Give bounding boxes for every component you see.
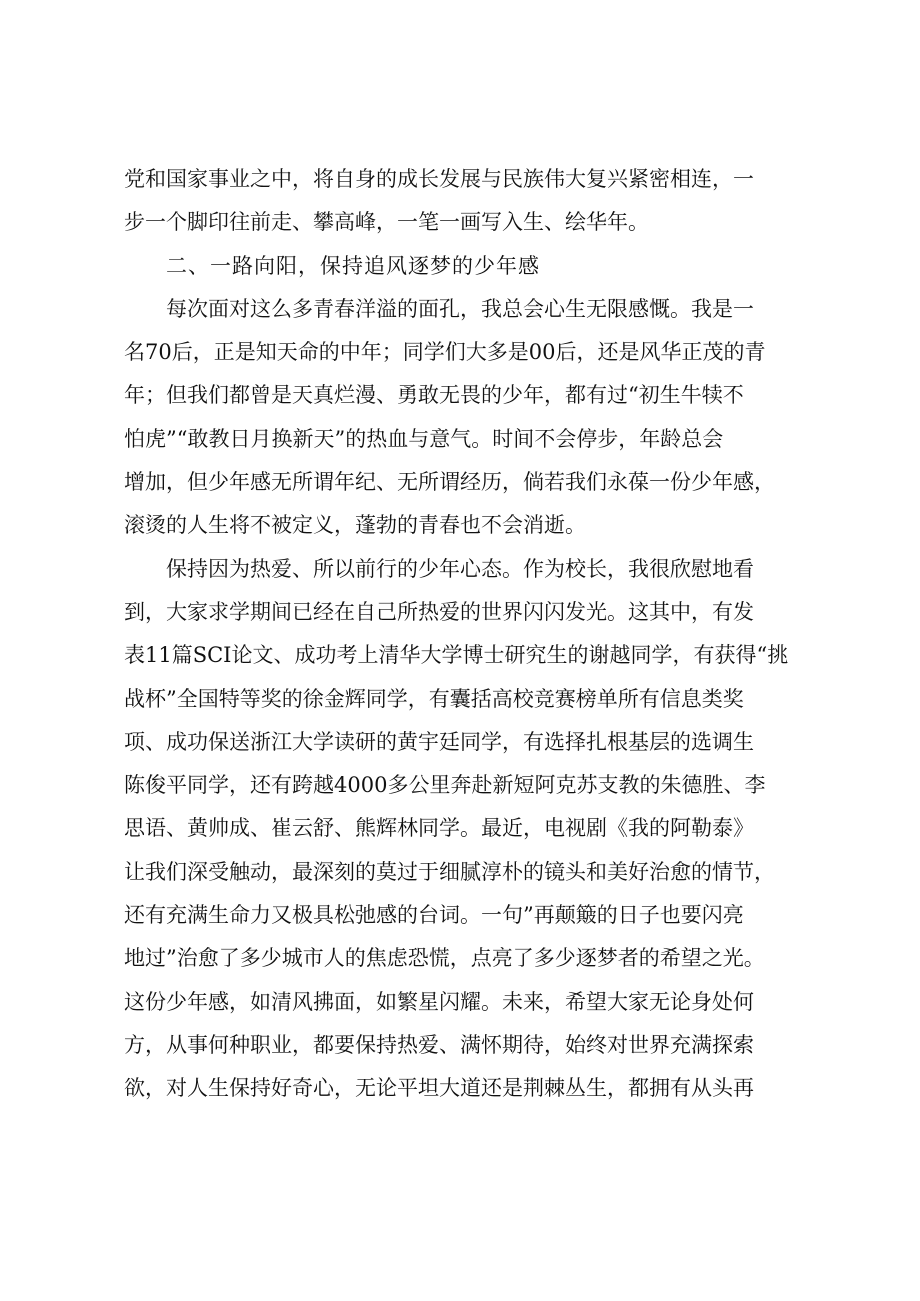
paragraph-line: 每次面对这么多青春洋溢的面孔，我总会心生无限感慨。我是一 [166, 296, 754, 321]
paragraph-line: 思语、黄帅成、崔云舒、熊辉林同学。最近，电视剧《我的阿勒泰》 [124, 816, 754, 841]
paragraph-line: 增加，但少年感无所谓年纪、无所谓经历，倘若我们永葆一份少年感， [124, 470, 775, 495]
document-body [124, 158, 824, 1111]
paragraph-line: 党和国家事业之中，将自身的成长发展与民族伟大复兴紧密相连，一 [124, 167, 754, 191]
paragraph-line: 还有充满生命力又极具松弛感的台词。一句”再颠簸的日子也要闪亮 [124, 903, 744, 928]
paragraph-line: 陈俊平同学，还有跨越4000多公里奔赴新短阿克苏支教的朱德胜、李 [124, 773, 766, 798]
paragraph-line: 战杯”全国特等奖的徐金辉同学，有囊括高校竞赛榜单所有信息类奖 [124, 686, 744, 711]
paragraph-line: 欲，对人生保持好奇心，无论平坦大道还是荆棘丛生，都拥有从头再 [124, 1076, 754, 1101]
paragraph-line: 名70后，正是知天命的中年；同学们大多是00后，还是风华正茂的青 [124, 340, 766, 365]
paragraph-line: 步一个脚印往前走、攀高峰，一笔一画写入生、绘华年。 [124, 210, 649, 235]
paragraph-line: 这份少年感，如清风拂面，如繁星闪耀。未来，希望大家无论身处何 [124, 989, 754, 1014]
paragraph-line: 表11篇SCI论文、成功考上清华大学博士研究生的谢越同学，有获得“挑 [124, 643, 789, 668]
paragraph-line: 地过”治愈了多少城市人的焦虑恐慌，点亮了多少逐梦者的希望之光。 [124, 946, 765, 971]
paragraph-line: 让我们深受触动，最深刻的莫过于细腻淳朴的镜头和美好治愈的情节， [124, 859, 775, 884]
section-heading: 二、一路向阳，保持追风逐梦的少年感 [166, 253, 540, 278]
paragraph-line: 到，大家求学期间已经在自己所热爱的世界闪闪发光。这其中，有发 [124, 599, 754, 624]
paragraph-line: 滚烫的人生将不被定义，蓬勃的青春也不会消逝。 [124, 513, 586, 538]
paragraph-line: 怕虎”“敢教日月换新天”的热血与意气。时间不会停步，年龄总会 [124, 426, 724, 451]
paragraph-line: 年；但我们都曾是天真烂漫、勇敢无畏的少年，都有过“初生牛犊不 [124, 383, 744, 408]
paragraph-line: 方，从事何种职业，都要保持热爱、满怀期待，始终对世界充满探索 [124, 1032, 754, 1057]
paragraph-line: 保持因为热爱、所以前行的少年心态。作为校长，我很欣慰地看 [166, 556, 754, 581]
paragraph-line: 项、成功保送浙江大学读研的黄宇廷同学，有选择扎根基层的选调生 [124, 729, 754, 754]
